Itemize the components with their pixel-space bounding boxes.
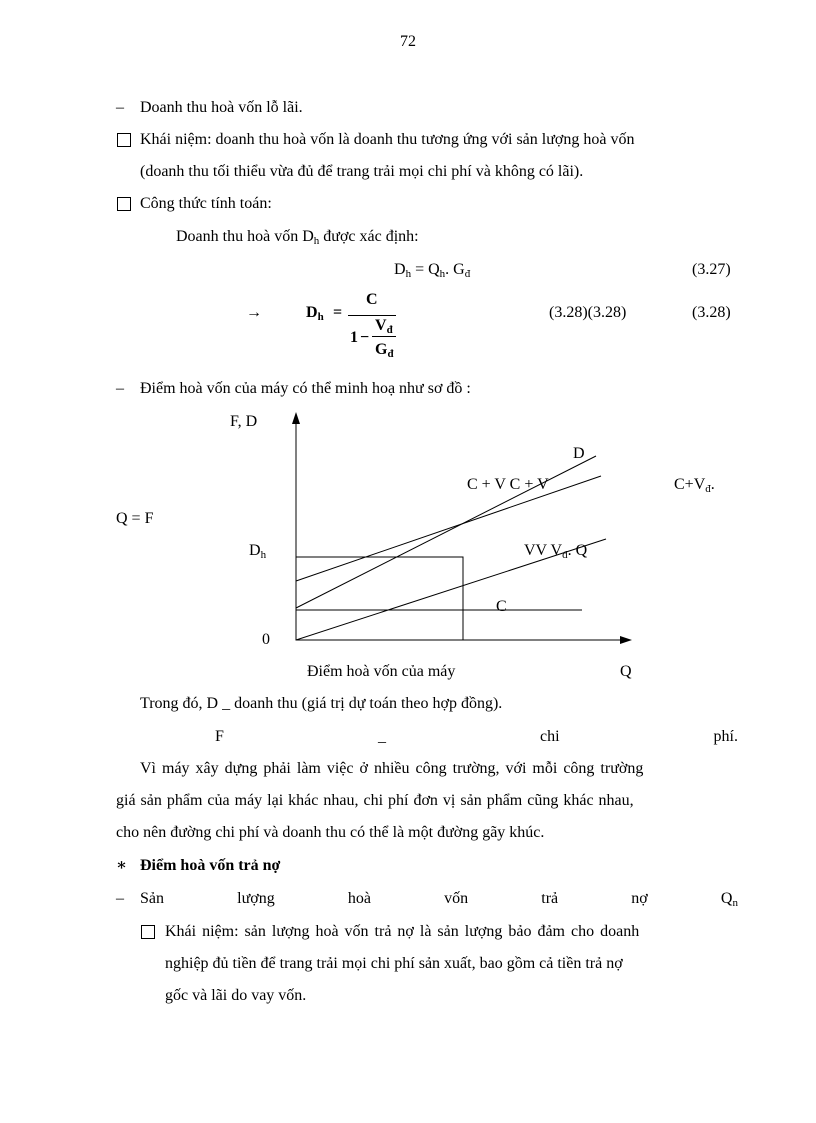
dash-bullet: – bbox=[116, 890, 124, 907]
inner-numerator: $V_đ$ bbox=[375, 317, 393, 336]
checkbox-bullet-icon bbox=[117, 133, 131, 147]
x-axis-arrow-icon bbox=[620, 636, 632, 644]
debt-concept-line-3: gốc và lãi do vay vốn. bbox=[165, 987, 307, 1004]
fraction-numerator: C bbox=[366, 291, 378, 308]
where-line: Trong đó, D _ doanh thu (giá trị dự toán theo hợp đồng). bbox=[140, 695, 503, 712]
dh-label: $D_h$ bbox=[249, 542, 267, 561]
line-c-label: C bbox=[496, 598, 507, 615]
debt-concept-line-1: Khái niệm: sản lượng hoà vốn trả nợ là sản lượng bảo đảm cho doanh bbox=[165, 923, 640, 940]
equation-3-27: $D_h = Q_h$. $G_đ$ bbox=[394, 261, 471, 280]
line-v-label: VV $V_đ$. Q bbox=[524, 542, 588, 561]
paragraph-line-3: cho nên đường chi phí và doanh thu có thể là một đường gãy khúc. bbox=[116, 824, 545, 841]
equation-lhs: $D_h$ bbox=[306, 304, 324, 323]
debt-concept-line-2: nghiệp đủ tiền để trang trải mọi chi phí sản xuất, bao gồm cả tiền trả nợ bbox=[165, 955, 623, 972]
checkbox-bullet-icon bbox=[141, 925, 155, 939]
x-axis-label: Q bbox=[620, 663, 632, 680]
total-cost-line bbox=[296, 476, 601, 581]
y-axis-label: F, D bbox=[230, 413, 258, 430]
inner-denominator: $G_đ$ bbox=[375, 341, 394, 360]
concept-line-1: Khái niệm: doanh thu hoà vốn là doanh thu tương ứng với sản lượng hoà vốn bbox=[140, 131, 635, 148]
dash-bullet: – bbox=[116, 380, 124, 397]
formula-heading: Công thức tính toán: bbox=[140, 195, 272, 212]
break-even-rectangle bbox=[296, 557, 463, 640]
item-break-even-revenue: Doanh thu hoà vốn lỗ lãi. bbox=[140, 99, 303, 116]
fraction-minus: − bbox=[360, 329, 370, 346]
section-heading: Điểm hoà vốn trả nợ bbox=[140, 857, 281, 874]
debt-output-line: Sản lượng hoà vốn trả nợ $Q_n$ bbox=[140, 890, 738, 909]
paragraph-line-2: giá sản phẩm của máy lại khác nhau, chi phí đơn vị sản phẩm cũng khác nhau, bbox=[116, 792, 634, 809]
inner-fraction-bar bbox=[372, 336, 396, 337]
equation-reference: (3.28)(3.28) bbox=[549, 304, 627, 321]
line-d-label: D bbox=[573, 445, 585, 462]
page-number: 72 bbox=[400, 33, 416, 50]
dash-bullet: – bbox=[116, 99, 124, 116]
line-cv-label: C + V C + V bbox=[467, 476, 549, 493]
equation-number-3-28: (3.28) bbox=[692, 304, 731, 321]
equation-number-3-27: (3.27) bbox=[692, 261, 731, 278]
side-note-right: $C+V_đ$. bbox=[674, 476, 715, 495]
item-break-even-diagram: Điểm hoà vốn của máy có thể minh hoạ như sơ đồ : bbox=[140, 380, 471, 397]
concept-line-2: (doanh thu tối thiểu vừa đủ để trang trải mọi chi phí và không có lãi). bbox=[140, 163, 584, 180]
formula-intro: Doanh thu hoà vốn $D_h$ được xác định: bbox=[176, 228, 419, 247]
diagram-caption: Điểm hoà vốn của máy bbox=[307, 663, 456, 680]
side-note-left: Q = F bbox=[116, 510, 154, 527]
equation-equals: = bbox=[333, 304, 343, 321]
where-f-line: F _ chi phí. bbox=[215, 728, 738, 745]
arrow-symbol: → bbox=[246, 304, 262, 321]
break-even-diagram bbox=[0, 400, 816, 700]
revenue-line bbox=[296, 456, 596, 608]
star-bullet: ∗ bbox=[116, 857, 128, 874]
checkbox-bullet-icon bbox=[117, 197, 131, 211]
paragraph-line-1: Vì máy xây dựng phải làm việc ở nhiều công trường, với mỗi công trường bbox=[140, 760, 644, 777]
y-axis-arrow-icon bbox=[292, 412, 300, 424]
origin-label: 0 bbox=[262, 631, 270, 648]
fraction-denominator-one: 1 bbox=[350, 329, 358, 346]
